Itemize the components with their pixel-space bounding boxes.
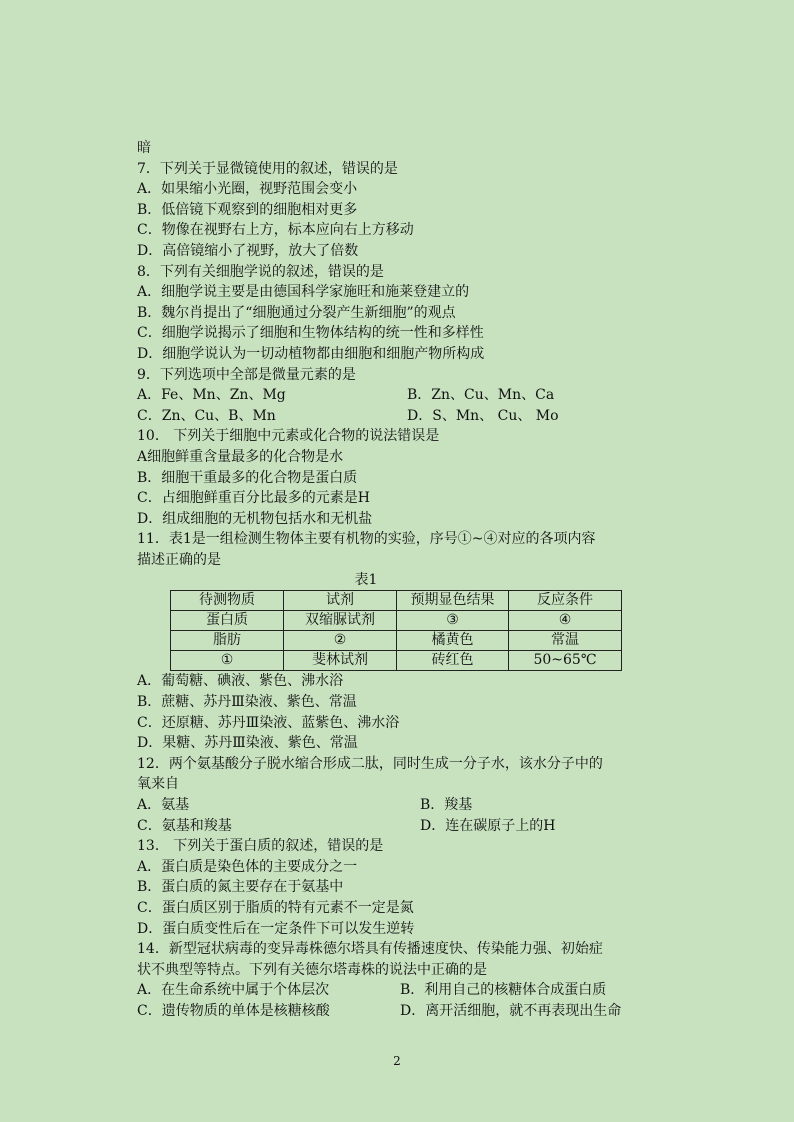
table-cell: 双缩脲试剂 xyxy=(284,611,397,631)
text-line-10: D．细胞学说认为一切动植物都由细胞和细胞产物所构成 xyxy=(137,345,485,362)
table-cell: 蛋白质 xyxy=(171,611,284,631)
table-header-cell: 待测物质 xyxy=(171,591,284,611)
text-line-9: C．细胞学说揭示了细胞和生物体结构的统一性和多样性 xyxy=(137,325,484,342)
q11-option-2: C．还原糖、苏丹Ⅲ染液、蓝紫色、沸水浴 xyxy=(137,714,400,731)
question-block-10-11 xyxy=(137,426,667,570)
table-caption: 表1 xyxy=(354,572,378,589)
table-row xyxy=(171,631,622,651)
q12-option-a: A．氨基 xyxy=(137,797,190,814)
q11-option-0: A．葡萄糖、碘液、紫色、沸水浴 xyxy=(137,673,344,690)
q12-option-c: C．氨基和羧基 xyxy=(137,817,232,834)
page-content xyxy=(137,138,667,1022)
table-header-cell: 反应条件 xyxy=(509,591,622,611)
q12-option-d: D．连在碳原子上的H xyxy=(420,817,556,834)
q12-stem-line-1: 12．两个氨基酸分子脱水缩合形成二肽，同时生成一分子水，该水分子中的 xyxy=(137,755,603,772)
q13-line-4: D．蛋白质变性后在一定条件下可以发生逆转 xyxy=(137,920,415,937)
question-block-13 xyxy=(137,836,667,939)
table-cell: ④ xyxy=(509,611,622,631)
page-number: 2 xyxy=(393,1054,401,1068)
q9-options-row-1 xyxy=(137,385,667,406)
table-cell: 斐林试剂 xyxy=(284,651,397,671)
table-cell: 橘黄色 xyxy=(397,631,509,651)
q14-options-row-1 xyxy=(137,980,667,1001)
q13-line-0: 13． 下列关于蛋白质的叙述，错误的是 xyxy=(137,838,384,855)
table-cell: ② xyxy=(284,631,397,651)
q11-options xyxy=(137,671,667,753)
q14-options-row-2 xyxy=(137,1001,667,1022)
text-line-4: C．物像在视野右上方，标本应向右上方移动 xyxy=(137,222,414,239)
q13-line-3: C．蛋白质区别于脂质的特有元素不一定是氮 xyxy=(137,900,414,916)
text-line-mid-4: D．组成细胞的无机物包括水和无机盐 xyxy=(137,510,373,527)
text-line-11: 9．下列选项中全部是微量元素的是 xyxy=(137,366,356,383)
table-row xyxy=(171,611,622,631)
q11-option-1: B．蔗糖、苏丹Ⅲ染液、紫色、常温 xyxy=(137,694,357,711)
q14-option-a: A．在生命系统中属于个体层次 xyxy=(137,982,330,999)
q14-stem-line-1: 14．新型冠状病毒的变异毒株德尔塔具有传播速度快、传染能力强、初始症 xyxy=(137,941,603,958)
text-line-mid-2: B．细胞干重最多的化合物是蛋白质 xyxy=(137,469,358,486)
q9-option-c: C．Zn、Cu、B、Mn xyxy=(137,407,276,424)
table-cell: 脂肪 xyxy=(171,631,284,651)
q12-option-b: B．羧基 xyxy=(420,797,473,814)
q12-stem-line-2: 氧来自 xyxy=(137,776,179,793)
text-line-2: A．如果缩小光圈，视野范围会变小 xyxy=(137,181,358,198)
text-line-mid-6: 描述正确的是 xyxy=(137,551,221,568)
q14-option-b: B．利用自己的核糖体合成蛋白质 xyxy=(400,982,607,999)
text-line-7: A．细胞学说主要是由德国科学家施旺和施莱登建立的 xyxy=(137,284,470,301)
text-line-3: B．低倍镜下观察到的细胞相对更多 xyxy=(137,201,358,218)
q12-options-row-1 xyxy=(137,795,667,816)
q11-option-3: D．果糖、苏丹Ⅲ染液、紫色、常温 xyxy=(137,735,358,752)
table-cell: ③ xyxy=(397,611,509,631)
text-line-8: B．魏尔肖提出了“细胞通过分裂产生新细胞”的观点 xyxy=(137,304,456,321)
q13-line-1: A．蛋白质是染色体的主要成分之一 xyxy=(137,858,358,875)
q14-stem-line-2: 状不典型等特点。下列有关德尔塔毒株的说法中正确的是 xyxy=(137,961,487,978)
table-cell: 50~65℃ xyxy=(509,651,622,671)
text-line-1: 7．下列关于显微镜使用的叙述，错误的是 xyxy=(137,160,398,177)
question-block-7-9 xyxy=(137,138,667,385)
text-line-mid-0: 10． 下列关于细胞中元素或化合物的说法错误是 xyxy=(137,428,440,445)
q9-option-d: D．S、Mn、 Cu、 Mo xyxy=(407,407,559,424)
q14-option-c: C．遗传物质的单体是核糖核酸 xyxy=(137,1002,330,1019)
text-line-mid-3: C．占细胞鲜重百分比最多的元素是H xyxy=(137,490,370,507)
table-header-cell: 预期显色结果 xyxy=(397,591,509,611)
q9-option-a: A．Fe、Mn、Zn、Mg xyxy=(137,387,286,404)
table-cell: 砖红色 xyxy=(397,651,509,671)
q14-option-d: D．离开活细胞，就不再表现出生命 xyxy=(400,1002,622,1019)
table-cell: ① xyxy=(171,651,284,671)
q13-line-2: B．蛋白质的氮主要存在于氨基中 xyxy=(137,879,344,896)
experiment-table xyxy=(170,590,622,671)
text-line-5: D．高倍镜缩小了视野，放大了倍数 xyxy=(137,242,359,259)
text-line-0: 暗 xyxy=(137,140,151,156)
table-cell: 常温 xyxy=(509,631,622,651)
text-line-6: 8．下列有关细胞学说的叙述，错误的是 xyxy=(137,263,384,280)
q9-options-row-2 xyxy=(137,406,667,427)
text-line-mid-5: 11．表1是一组检测生物体主要有机物的实验，序号①~④对应的各项内容 xyxy=(137,531,596,548)
table-header-row xyxy=(171,591,622,611)
table-row xyxy=(171,651,622,671)
table-header-cell: 试剂 xyxy=(284,591,397,611)
q12-options-row-2 xyxy=(137,816,667,837)
q9-option-b: B．Zn、Cu、Mn、Ca xyxy=(407,387,555,404)
text-line-mid-1: A细胞鲜重含量最多的化合物是水 xyxy=(137,448,344,465)
